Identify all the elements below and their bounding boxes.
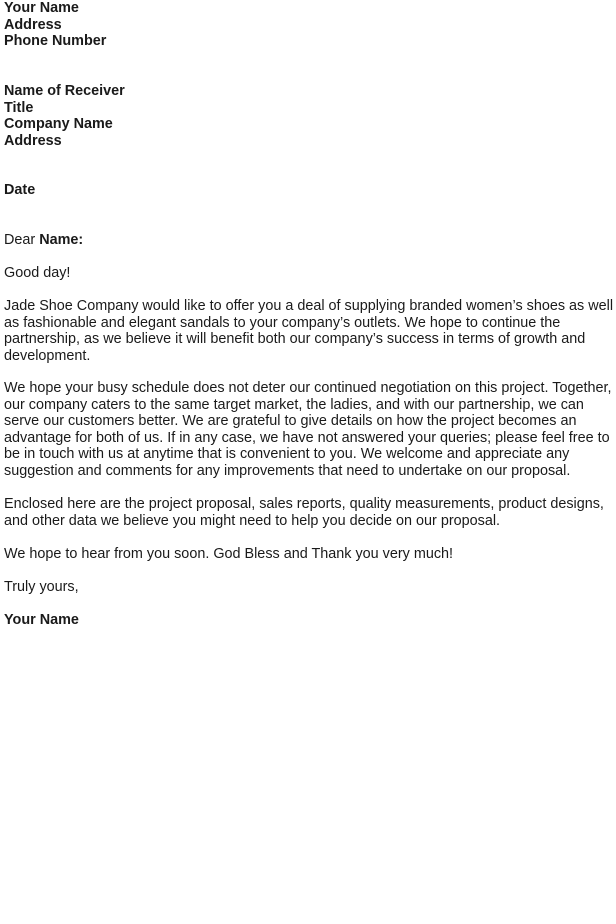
paragraph-line: as fashionable and elegant sandals to your company’s outlets. We hope to continue the: [4, 314, 561, 331]
opening-line: [4, 265, 614, 282]
paragraph-line: Enclosed here are the project proposal, sales reports, quality measurements, product designs,: [4, 496, 604, 512]
date-block: [4, 182, 614, 199]
receiver-title: Title: [4, 99, 34, 116]
receiver-address: Address: [4, 132, 62, 149]
paragraph-line: development.: [4, 347, 91, 364]
salutation-name: Name:: [39, 232, 84, 248]
paragraph-line: Jade Shoe Company would like to offer you a deal of supplying branded women’s shoes as well: [4, 298, 614, 314]
letter-date: Date: [4, 182, 36, 198]
signature: [4, 612, 614, 629]
paragraph-line: advantage for both of us. If in any case, we have not answered your queries; please feel free to: [4, 429, 610, 446]
sender-phone: Phone Number: [4, 33, 107, 49]
paragraph-line: We hope to hear from you soon. God Bless and Thank you very much!: [4, 546, 454, 562]
signature-name: Your Name: [4, 612, 79, 628]
sender-name: Your Name: [4, 0, 79, 16]
paragraph-3: [4, 496, 614, 529]
closing-text: Truly yours,: [4, 579, 79, 595]
paragraph-line: suggestion and comments for any improvements that need to undertake on our proposal.: [4, 462, 571, 479]
sender-block: [4, 0, 614, 50]
sender-address: Address: [4, 16, 62, 33]
paragraph-2: [4, 380, 614, 479]
receiver-company: Company Name: [4, 116, 113, 132]
closing: [4, 579, 614, 596]
salutation-greeting: Dear: [4, 232, 36, 248]
paragraph-line: and other data we believe you might need to help you decide on our proposal.: [4, 512, 501, 529]
receiver-name: Name of Receiver: [4, 83, 125, 99]
paragraph-line: We hope your busy schedule does not deter our continued negotiation on this project. Together,: [4, 380, 612, 396]
receiver-block: [4, 83, 614, 149]
paragraph-line: be in touch with us at anytime that is convenient to you. We welcome and appreciate any: [4, 446, 570, 462]
paragraph-line: our company caters to the same target market, the ladies, and with our partnership, we can: [4, 396, 584, 413]
opening-text: Good day!: [4, 265, 71, 281]
paragraph-4: [4, 546, 614, 563]
paragraph-line: partnership, as we believe it will benefit both our company’s success in terms of growth and: [4, 331, 586, 347]
paragraph-1: [4, 298, 614, 364]
paragraph-line: serve our customers better. We are grateful to give details on how the project becomes an: [4, 413, 577, 429]
salutation: [4, 232, 614, 249]
